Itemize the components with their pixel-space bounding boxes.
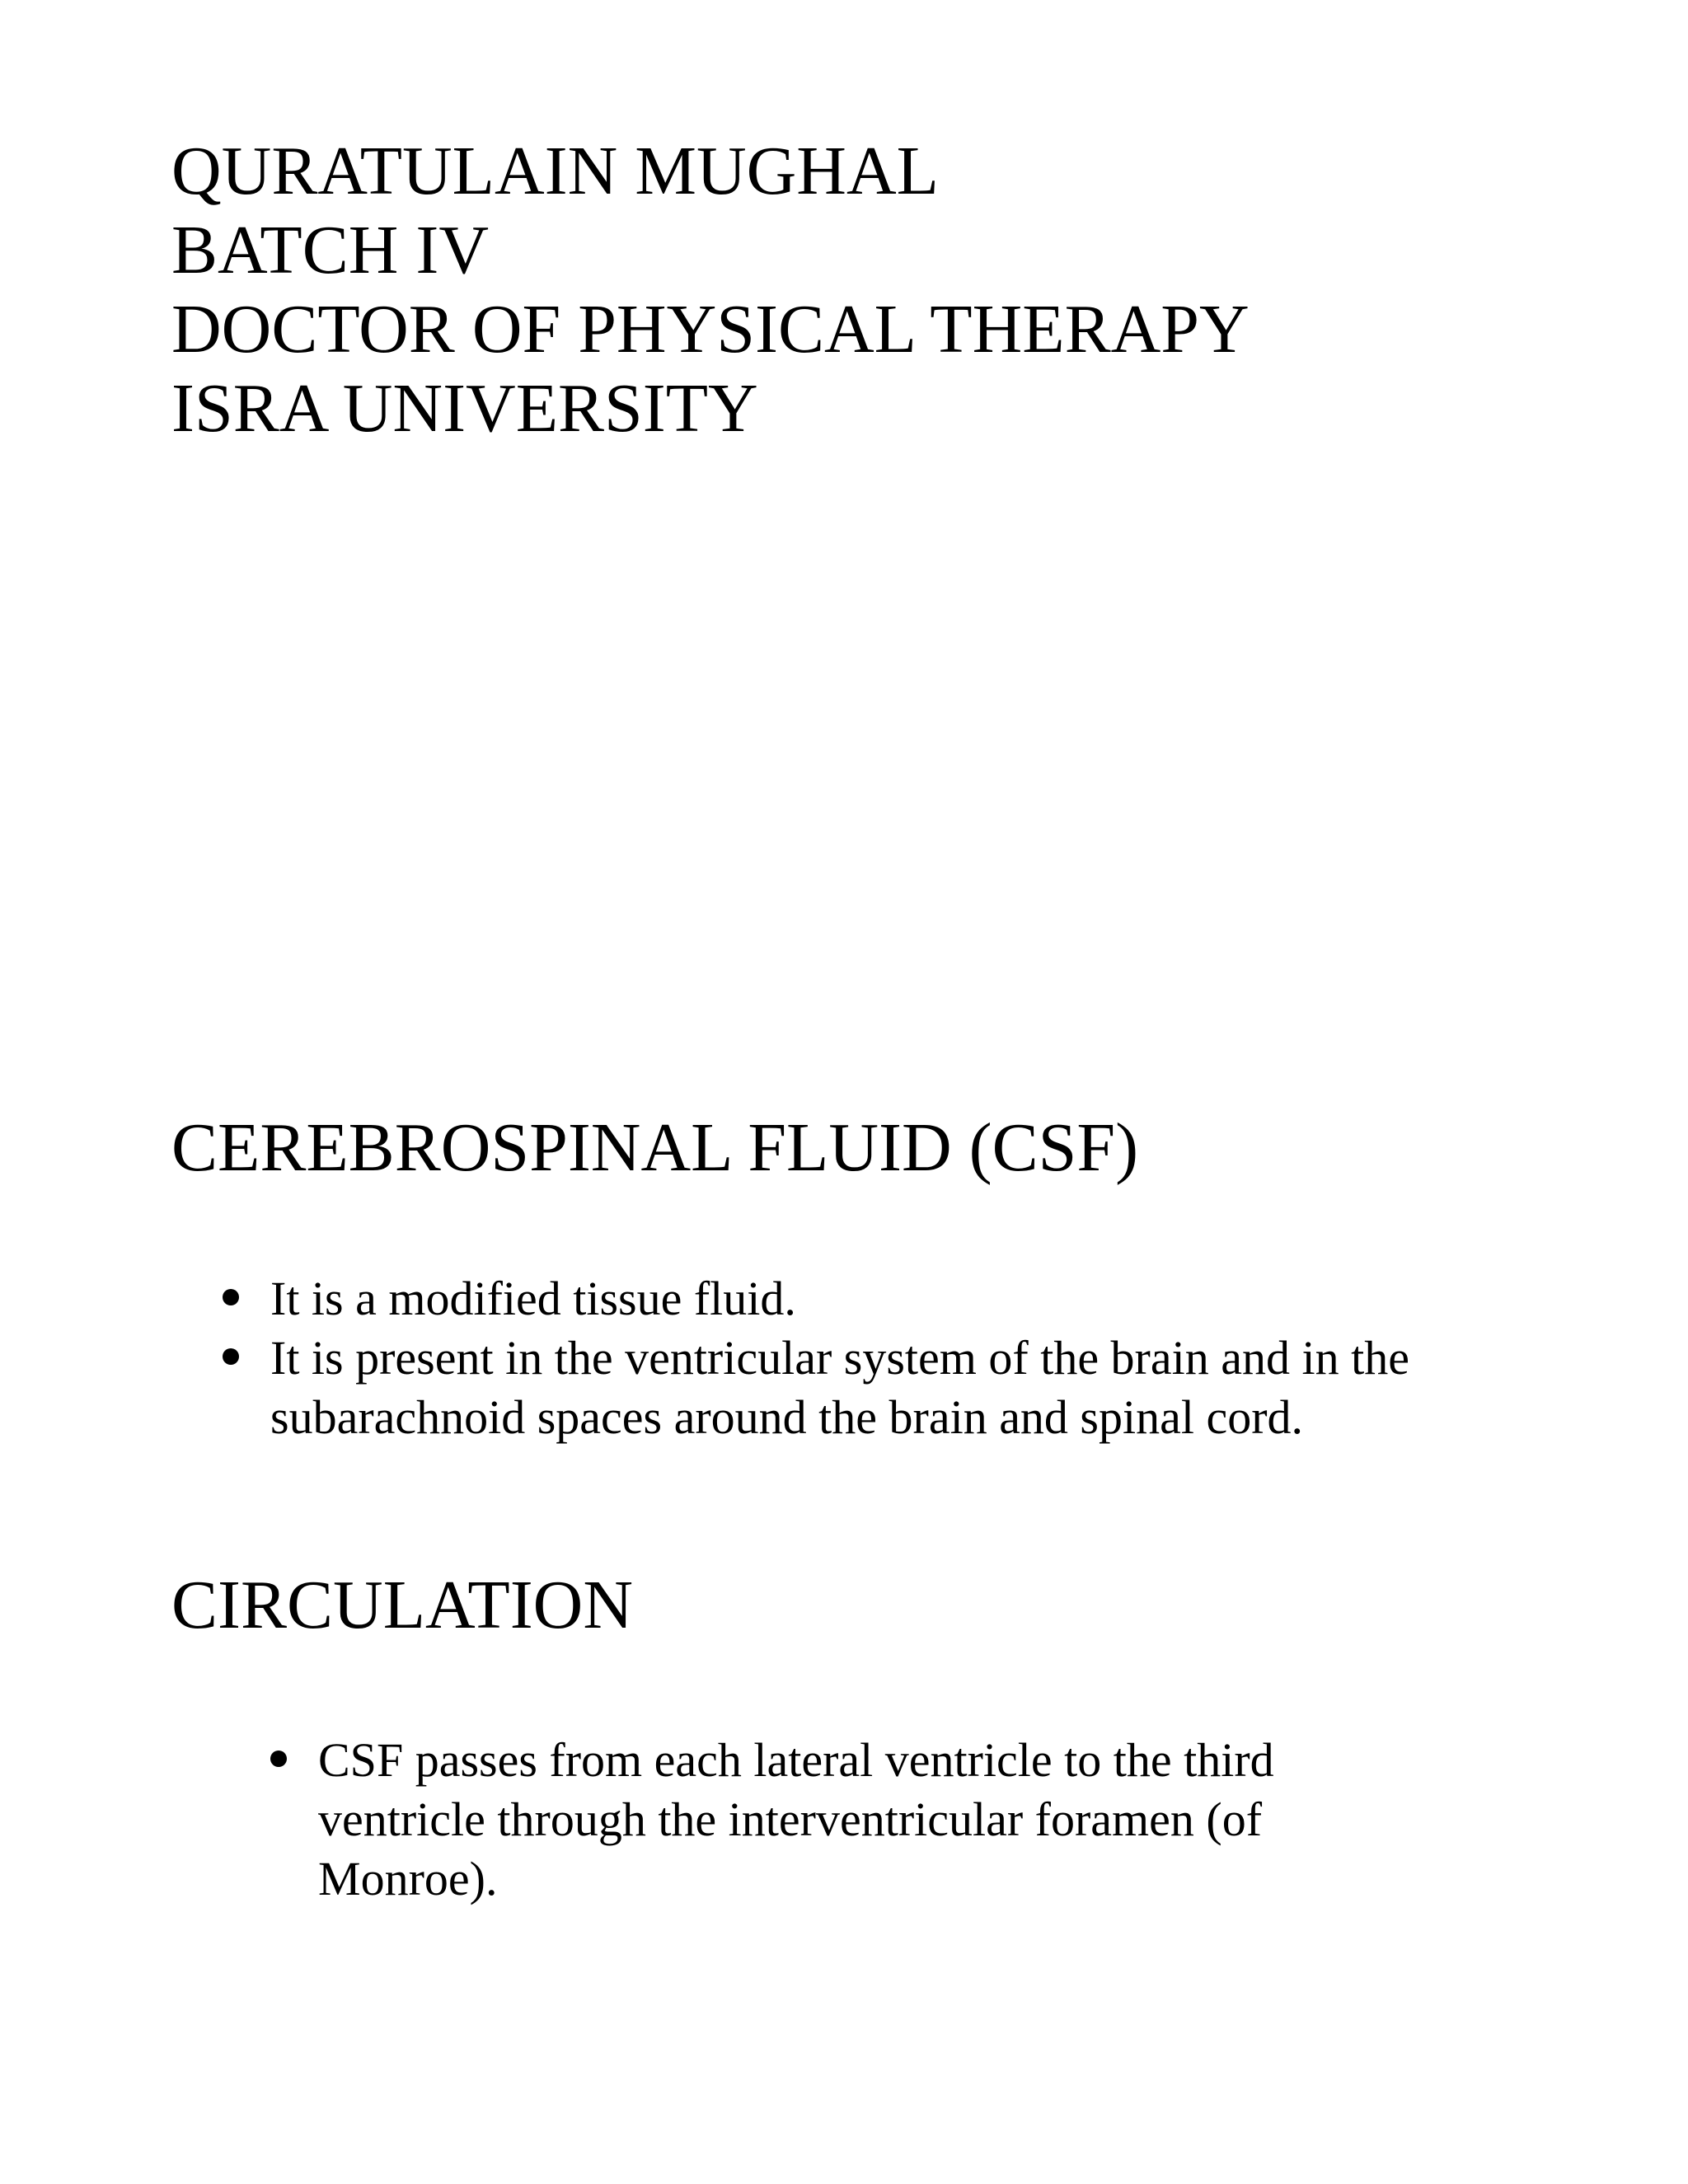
section-heading-csf: CEREBROSPINAL FLUID (CSF)	[171, 1109, 1139, 1186]
bullet-text: It is a modified tissue fluid.	[270, 1272, 796, 1325]
bullet-icon	[223, 1348, 239, 1365]
bullet-text: CSF passes from each lateral ventricle to the third ventricle through the interventricular foramen (of Monroe).	[318, 1733, 1274, 1905]
bullet-text: It is present in the ventricular system of the brain and in the subarachnoid spaces around the brain and spinal cord.	[270, 1331, 1409, 1444]
circulation-bullet-list	[318, 1731, 1390, 1909]
list-item	[270, 1329, 1474, 1447]
list-item	[318, 1731, 1390, 1909]
bullet-icon	[270, 1750, 287, 1767]
author-name: QURATULAIN MUGHAL	[171, 133, 939, 209]
section-heading-circulation: CIRCULATION	[171, 1567, 633, 1643]
bullet-icon	[223, 1289, 239, 1305]
list-item	[270, 1269, 1474, 1329]
program-label: DOCTOR OF PHYSICAL THERAPY	[171, 291, 1250, 368]
batch-label: BATCH IV	[171, 212, 490, 288]
csf-bullet-list	[270, 1269, 1474, 1447]
university-label: ISRA UNIVERSITY	[171, 370, 758, 447]
author-info-block	[171, 132, 1250, 448]
